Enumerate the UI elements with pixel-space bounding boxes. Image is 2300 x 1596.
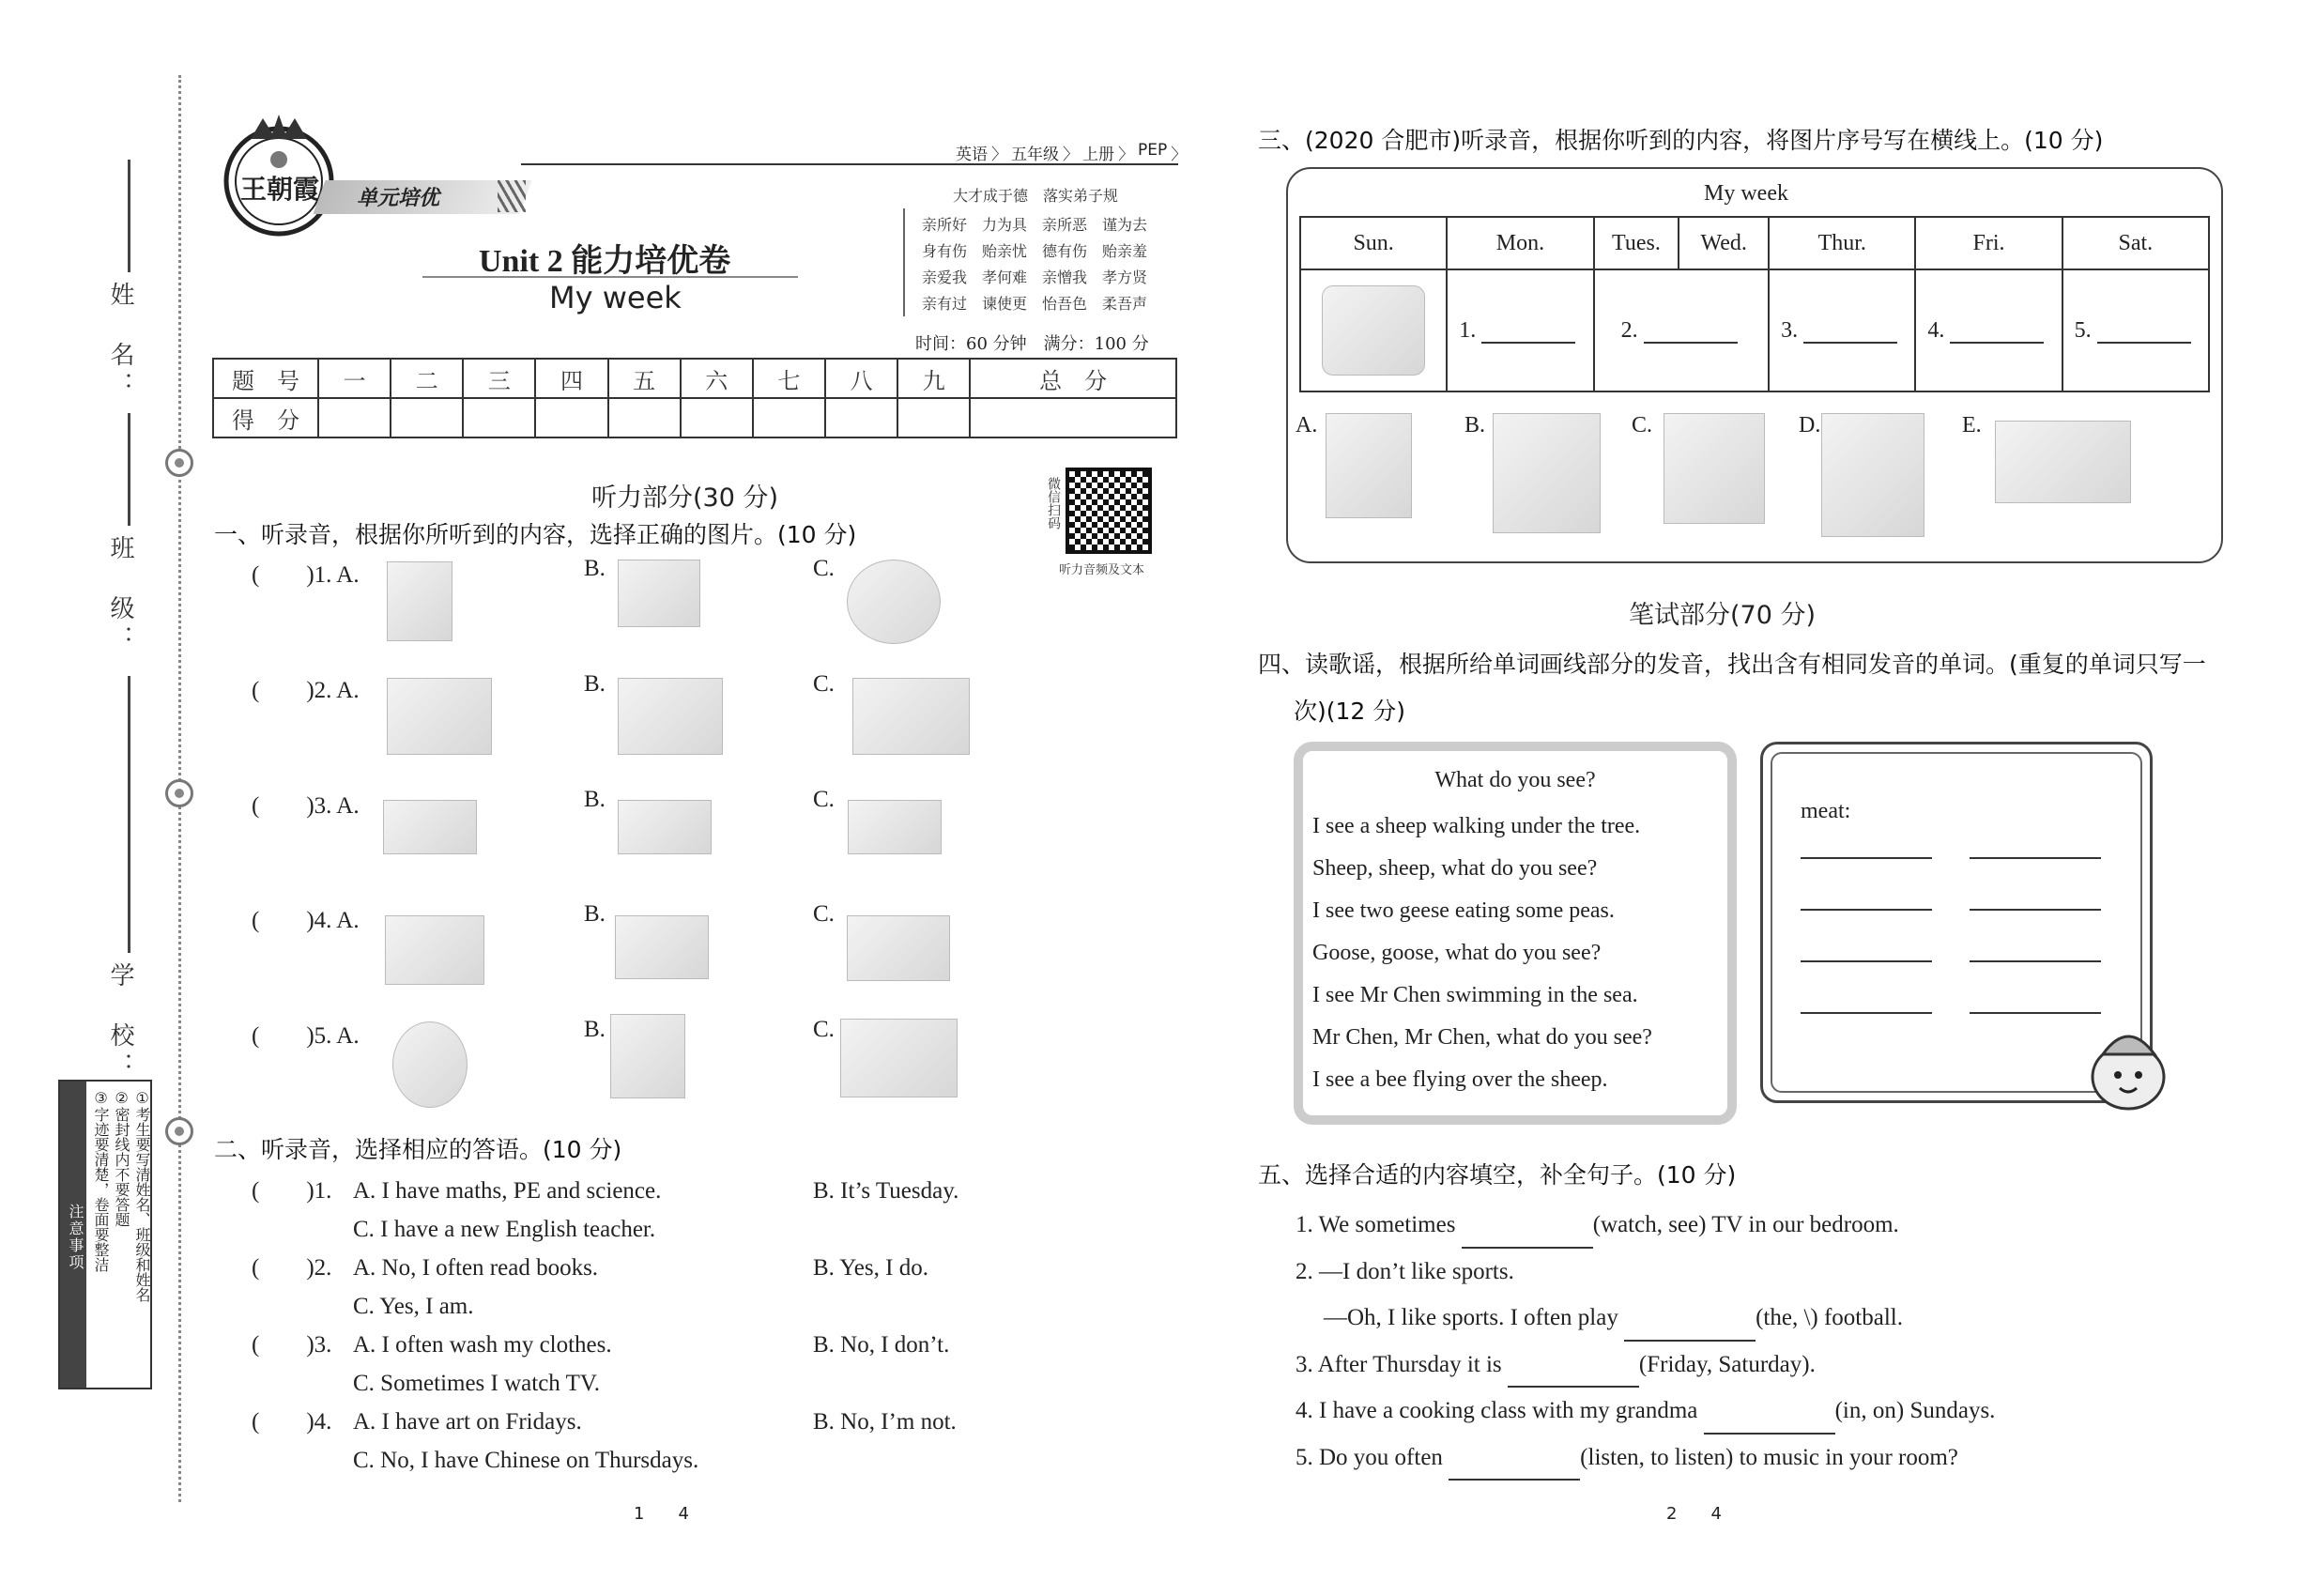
option-c: C. Yes, I am. <box>353 1294 474 1319</box>
q5-item <box>1296 1388 1995 1435</box>
picture-option[interactable] <box>387 561 452 641</box>
week-answer-row <box>1300 269 2209 391</box>
picture-option[interactable] <box>618 800 712 854</box>
q5-item-suffix: (listen, to listen) to music in your room? <box>1580 1444 1958 1470</box>
option-c-label: C. <box>813 787 835 812</box>
option-b: B. It’s Tuesday. <box>813 1178 959 1204</box>
picture-option[interactable] <box>615 915 709 979</box>
picture-option[interactable] <box>852 678 970 755</box>
title-rule <box>422 276 798 278</box>
picture-option[interactable] <box>840 1019 958 1097</box>
question-1-heading: 一、听录音，根据你所听到的内容，选择正确的图片。(10 分) <box>214 521 857 548</box>
q1-item-number[interactable]: ( )5. A. <box>252 1023 360 1049</box>
notice-item: ③字迹要清楚，卷面要整洁 <box>92 1089 110 1272</box>
blank-number: 4. <box>1927 317 1945 343</box>
blank-number: 3. <box>1781 317 1799 343</box>
q5-list <box>1296 1202 1995 1481</box>
song-box <box>1294 742 1737 1125</box>
name-field-label: 姓 名： <box>106 282 134 402</box>
q5-item-prefix: 4. I have a cooking class with my grandma <box>1296 1398 1698 1423</box>
q2-item-number[interactable]: ( )4. <box>252 1409 332 1435</box>
picture-option[interactable] <box>847 915 950 981</box>
time-info: 时间：60 分钟 满分：100 分 <box>915 334 1149 354</box>
score-value-row <box>213 398 1176 437</box>
banner-stripes <box>498 180 526 212</box>
option-c-label: C. <box>813 671 835 697</box>
answer-blank[interactable] <box>1644 321 1738 344</box>
question-4-heading-cont: 次)(12 分) <box>1294 698 1406 725</box>
notice-box <box>58 1080 152 1389</box>
score-cell[interactable] <box>535 398 607 437</box>
option-label: C. <box>1632 413 1653 437</box>
listening-section-title: 听力部分(30 分) <box>591 483 779 513</box>
score-header-cell: 九 <box>897 359 970 398</box>
fill-blank[interactable] <box>1508 1365 1639 1388</box>
question-4-heading: 四、读歌谣，根据所给单词画线部分的发音，找出含有相同发音的单词。(重复的单词只写一 <box>1258 651 2206 678</box>
option-c: C. I have a new English teacher. <box>353 1217 656 1242</box>
name-field-line[interactable] <box>128 160 130 272</box>
answer-line[interactable] <box>1801 960 1932 962</box>
mascot-icon <box>2084 1019 2173 1113</box>
day-header: Sat. <box>2062 217 2209 269</box>
q2-item <box>252 1403 1096 1480</box>
question-2-heading: 二、听录音，选择相应的答语。(10 分) <box>214 1136 622 1163</box>
writing-section-title: 笔试部分(70 分) <box>1629 601 1817 630</box>
picture-option[interactable] <box>618 560 700 627</box>
score-cell[interactable] <box>318 398 391 437</box>
score-header-cell: 八 <box>825 359 897 398</box>
blank-number: 1. <box>1459 317 1477 343</box>
option-b-label: B. <box>584 671 606 697</box>
poem-bar <box>903 208 905 316</box>
option-label: A. <box>1296 413 1318 437</box>
answer-line[interactable] <box>1970 857 2101 859</box>
logo-text: 王朝霞 <box>239 174 319 205</box>
score-cell[interactable] <box>681 398 753 437</box>
subject-tag: 五年级 <box>1011 146 1059 164</box>
q2-item-number[interactable]: ( )2. <box>252 1255 332 1281</box>
answer-blank[interactable] <box>1803 321 1897 344</box>
answer-cell <box>1769 269 1915 391</box>
option-label: D. <box>1799 413 1821 437</box>
score-cell[interactable] <box>391 398 463 437</box>
q1-item-number[interactable]: ( )3. A. <box>252 793 360 819</box>
q2-item <box>252 1249 1096 1326</box>
week-table-title: My week <box>1704 181 1788 206</box>
notice-item: ②密封线内不要答题 <box>113 1089 130 1227</box>
notice-item: ①考生要写清姓名、班级和姓名 <box>133 1089 151 1302</box>
score-header-cell: 题 号 <box>213 359 318 398</box>
q5-item-suffix: (the, \) football. <box>1756 1305 1903 1330</box>
song-lines <box>1312 806 1652 1101</box>
option-b-label: B. <box>584 787 606 812</box>
answer-line[interactable] <box>1801 909 1932 911</box>
option-b-label: B. <box>584 901 606 927</box>
option-c: C. Sometimes I watch TV. <box>353 1371 600 1396</box>
blank-number: 2. <box>1620 317 1638 343</box>
blank-number: 5. <box>2074 317 2092 343</box>
song-line: Mr Chen, Mr Chen, what do you see? <box>1312 1025 1652 1050</box>
answer-cell <box>1915 269 2062 391</box>
q5-item-suffix: (Friday, Saturday). <box>1638 1351 1816 1377</box>
subject-tags: 英语 〉 五年级 〉 上册 〉 PEP 〉 <box>956 141 1188 164</box>
poem-line: 亲爱我 孝何难 亲憎我 孝方贤 <box>922 269 1148 286</box>
notice-title: 注意事项 <box>60 1082 86 1388</box>
day-header: Fri. <box>1915 217 2062 269</box>
class-field-line[interactable] <box>128 413 130 526</box>
answer-line[interactable] <box>1801 1012 1932 1014</box>
song-line: Sheep, sheep, what do you see? <box>1312 856 1598 881</box>
answer-cell <box>1447 269 1593 391</box>
q2-list <box>252 1172 1096 1480</box>
picture-kid-washing <box>1322 285 1425 376</box>
subject-tag: 英语 <box>956 146 988 164</box>
q5-item-suffix: (in, on) Sundays. <box>1834 1398 1996 1423</box>
score-cell[interactable] <box>753 398 825 437</box>
sunday-picture-cell <box>1300 269 1447 391</box>
binding-hole <box>165 449 193 477</box>
fill-blank[interactable] <box>1624 1319 1756 1342</box>
score-header-cell: 二 <box>391 359 463 398</box>
option-a: A. No, I often read books. <box>353 1255 599 1281</box>
option-c-label: C. <box>813 1017 835 1042</box>
subject-tag: 上册 <box>1082 146 1114 164</box>
day-header: Wed. <box>1679 217 1769 269</box>
score-header-cell: 总 分 <box>970 359 1176 398</box>
song-line: I see Mr Chen swimming in the sea. <box>1312 983 1638 1007</box>
option-b: B. Yes, I do. <box>813 1255 928 1281</box>
q5-item-prefix: 1. We sometimes <box>1296 1212 1456 1237</box>
song-line: I see a sheep walking under the tree. <box>1312 814 1641 838</box>
option-b: B. No, I don’t. <box>813 1332 950 1358</box>
score-header-cell: 一 <box>318 359 391 398</box>
q1-item-number[interactable]: ( )4. A. <box>252 908 360 933</box>
binding-hole <box>165 1117 193 1145</box>
qr-caption: 听力音频及文本 <box>1059 563 1145 577</box>
score-row-label: 得 分 <box>213 398 318 437</box>
score-header-cell: 五 <box>608 359 681 398</box>
score-header-cell: 三 <box>463 359 535 398</box>
picture-option[interactable] <box>610 1014 685 1098</box>
option-c-label: C. <box>813 901 835 927</box>
picture-option[interactable] <box>847 560 941 644</box>
q5-item <box>1296 1249 1995 1296</box>
score-header-cell: 七 <box>753 359 825 398</box>
q2-item-number[interactable]: ( )3. <box>252 1332 332 1358</box>
score-cell[interactable] <box>463 398 535 437</box>
day-header: Tues. <box>1594 217 1679 269</box>
q5-item-prefix: 5. Do you often <box>1296 1444 1443 1470</box>
answer-cell <box>2062 269 2209 391</box>
qr-code-icon[interactable] <box>1066 468 1152 554</box>
poem-line: 亲有过 谏使更 怡吾色 柔吾声 <box>922 295 1148 313</box>
school-field-label: 学 校： <box>106 962 134 1082</box>
option-b-label: B. <box>584 1017 606 1042</box>
page-number-left: 1 4 <box>634 1504 689 1524</box>
q2-item-number[interactable]: ( )1. <box>252 1178 332 1204</box>
option-b-label: B. <box>584 556 606 581</box>
picture-option[interactable] <box>848 800 942 854</box>
picture-option[interactable] <box>383 800 477 854</box>
day-header: Thur. <box>1769 217 1915 269</box>
question-3-heading: 三、(2020 合肥市)听录音，根据你听到的内容，将图片序号写在横线上。(10 分) <box>1258 127 2104 154</box>
picture-option[interactable] <box>1821 413 1924 537</box>
binding-hole <box>165 779 193 807</box>
score-header-cell: 六 <box>681 359 753 398</box>
q5-item-prefix: 3. After Thursday it is <box>1296 1351 1502 1377</box>
picture-option[interactable] <box>618 678 723 755</box>
fill-blank[interactable] <box>1704 1412 1835 1435</box>
fill-blank[interactable] <box>1462 1226 1593 1249</box>
page-title: Unit 2 能力培优卷 <box>479 244 731 279</box>
picture-option[interactable] <box>385 915 484 985</box>
answer-cell <box>1594 269 1770 391</box>
header-rule <box>521 163 1178 165</box>
qr-side-text: 微信扫码 <box>1046 477 1061 529</box>
option-b: B. No, I’m not. <box>813 1409 957 1435</box>
motto: 大才成于德 落实弟子规 <box>953 187 1119 205</box>
q5-item <box>1296 1202 1995 1249</box>
q1-item-number[interactable]: ( )2. A. <box>252 678 360 703</box>
picture-option[interactable] <box>392 1021 468 1108</box>
picture-option[interactable] <box>1995 421 2131 503</box>
score-table <box>212 358 1177 438</box>
week-table <box>1299 216 2210 392</box>
answer-blank[interactable] <box>1481 321 1575 344</box>
option-a: A. I have art on Fridays. <box>353 1409 582 1435</box>
q1-item-number[interactable]: ( )1. A. <box>252 562 360 588</box>
q5-item <box>1296 1435 1995 1481</box>
score-cell[interactable] <box>970 398 1176 437</box>
q5-item-prefix: 2. —I don’t like sports. <box>1296 1258 1514 1284</box>
q5-item-prefix: —Oh, I like sports. I often play <box>1324 1305 1618 1330</box>
option-label: B. <box>1464 413 1486 437</box>
song-line: I see a bee flying over the sheep. <box>1312 1067 1608 1092</box>
picture-option[interactable] <box>387 678 492 755</box>
week-days-row <box>1300 217 2209 269</box>
song-title: What do you see? <box>1434 768 1596 792</box>
picture-option[interactable] <box>1326 413 1412 518</box>
answer-blank[interactable] <box>2097 321 2191 344</box>
option-c: C. No, I have Chinese on Thursdays. <box>353 1448 699 1473</box>
class-field-label: 班 级： <box>106 535 134 655</box>
score-header-cell: 四 <box>535 359 607 398</box>
page-number-right: 2 4 <box>1666 1504 1722 1524</box>
score-cell[interactable] <box>825 398 897 437</box>
score-cell[interactable] <box>608 398 681 437</box>
answer-blank[interactable] <box>1950 321 2044 344</box>
option-a: A. I often wash my clothes. <box>353 1332 612 1358</box>
q2-item <box>252 1326 1096 1403</box>
q2-item <box>252 1172 1096 1249</box>
day-header: Mon. <box>1447 217 1593 269</box>
day-header: Sun. <box>1300 217 1447 269</box>
answer-line[interactable] <box>1970 909 2101 911</box>
target-word: meat: <box>1801 799 1851 823</box>
page-subtitle: My week <box>549 280 682 315</box>
score-cell[interactable] <box>897 398 970 437</box>
school-field-line[interactable] <box>128 676 130 953</box>
answer-line[interactable] <box>1801 857 1932 859</box>
poem-line: 身有伤 贻亲忧 德有伤 贻亲羞 <box>922 242 1148 260</box>
poem <box>922 212 1147 317</box>
binding-strip <box>0 0 188 1596</box>
question-5-heading: 五、选择合适的内容填空，补全句子。(10 分) <box>1258 1161 1737 1189</box>
notice-list <box>90 1082 152 1388</box>
song-line: Goose, goose, what do you see? <box>1312 941 1602 965</box>
brand-logo <box>216 111 343 238</box>
poem-line: 亲所好 力为具 亲所恶 谨为去 <box>922 216 1148 234</box>
q5-item <box>1296 1295 1995 1342</box>
option-c-label: C. <box>813 556 835 581</box>
answer-line[interactable] <box>1970 1012 2101 1014</box>
logo-banner-text: 单元培优 <box>357 187 440 210</box>
answer-line[interactable] <box>1970 960 2101 962</box>
picture-option[interactable] <box>1493 413 1601 533</box>
q5-item <box>1296 1342 1995 1389</box>
option-a: A. I have maths, PE and science. <box>353 1178 662 1204</box>
picture-option[interactable] <box>1664 413 1765 524</box>
option-label: E. <box>1962 413 1982 437</box>
subject-tag: PEP <box>1138 141 1168 160</box>
fill-blank[interactable] <box>1449 1458 1580 1481</box>
song-line: I see two geese eating some peas. <box>1312 898 1615 923</box>
q5-item-suffix: (watch, see) TV in our bedroom. <box>1592 1212 1899 1237</box>
score-header-row <box>213 359 1176 398</box>
